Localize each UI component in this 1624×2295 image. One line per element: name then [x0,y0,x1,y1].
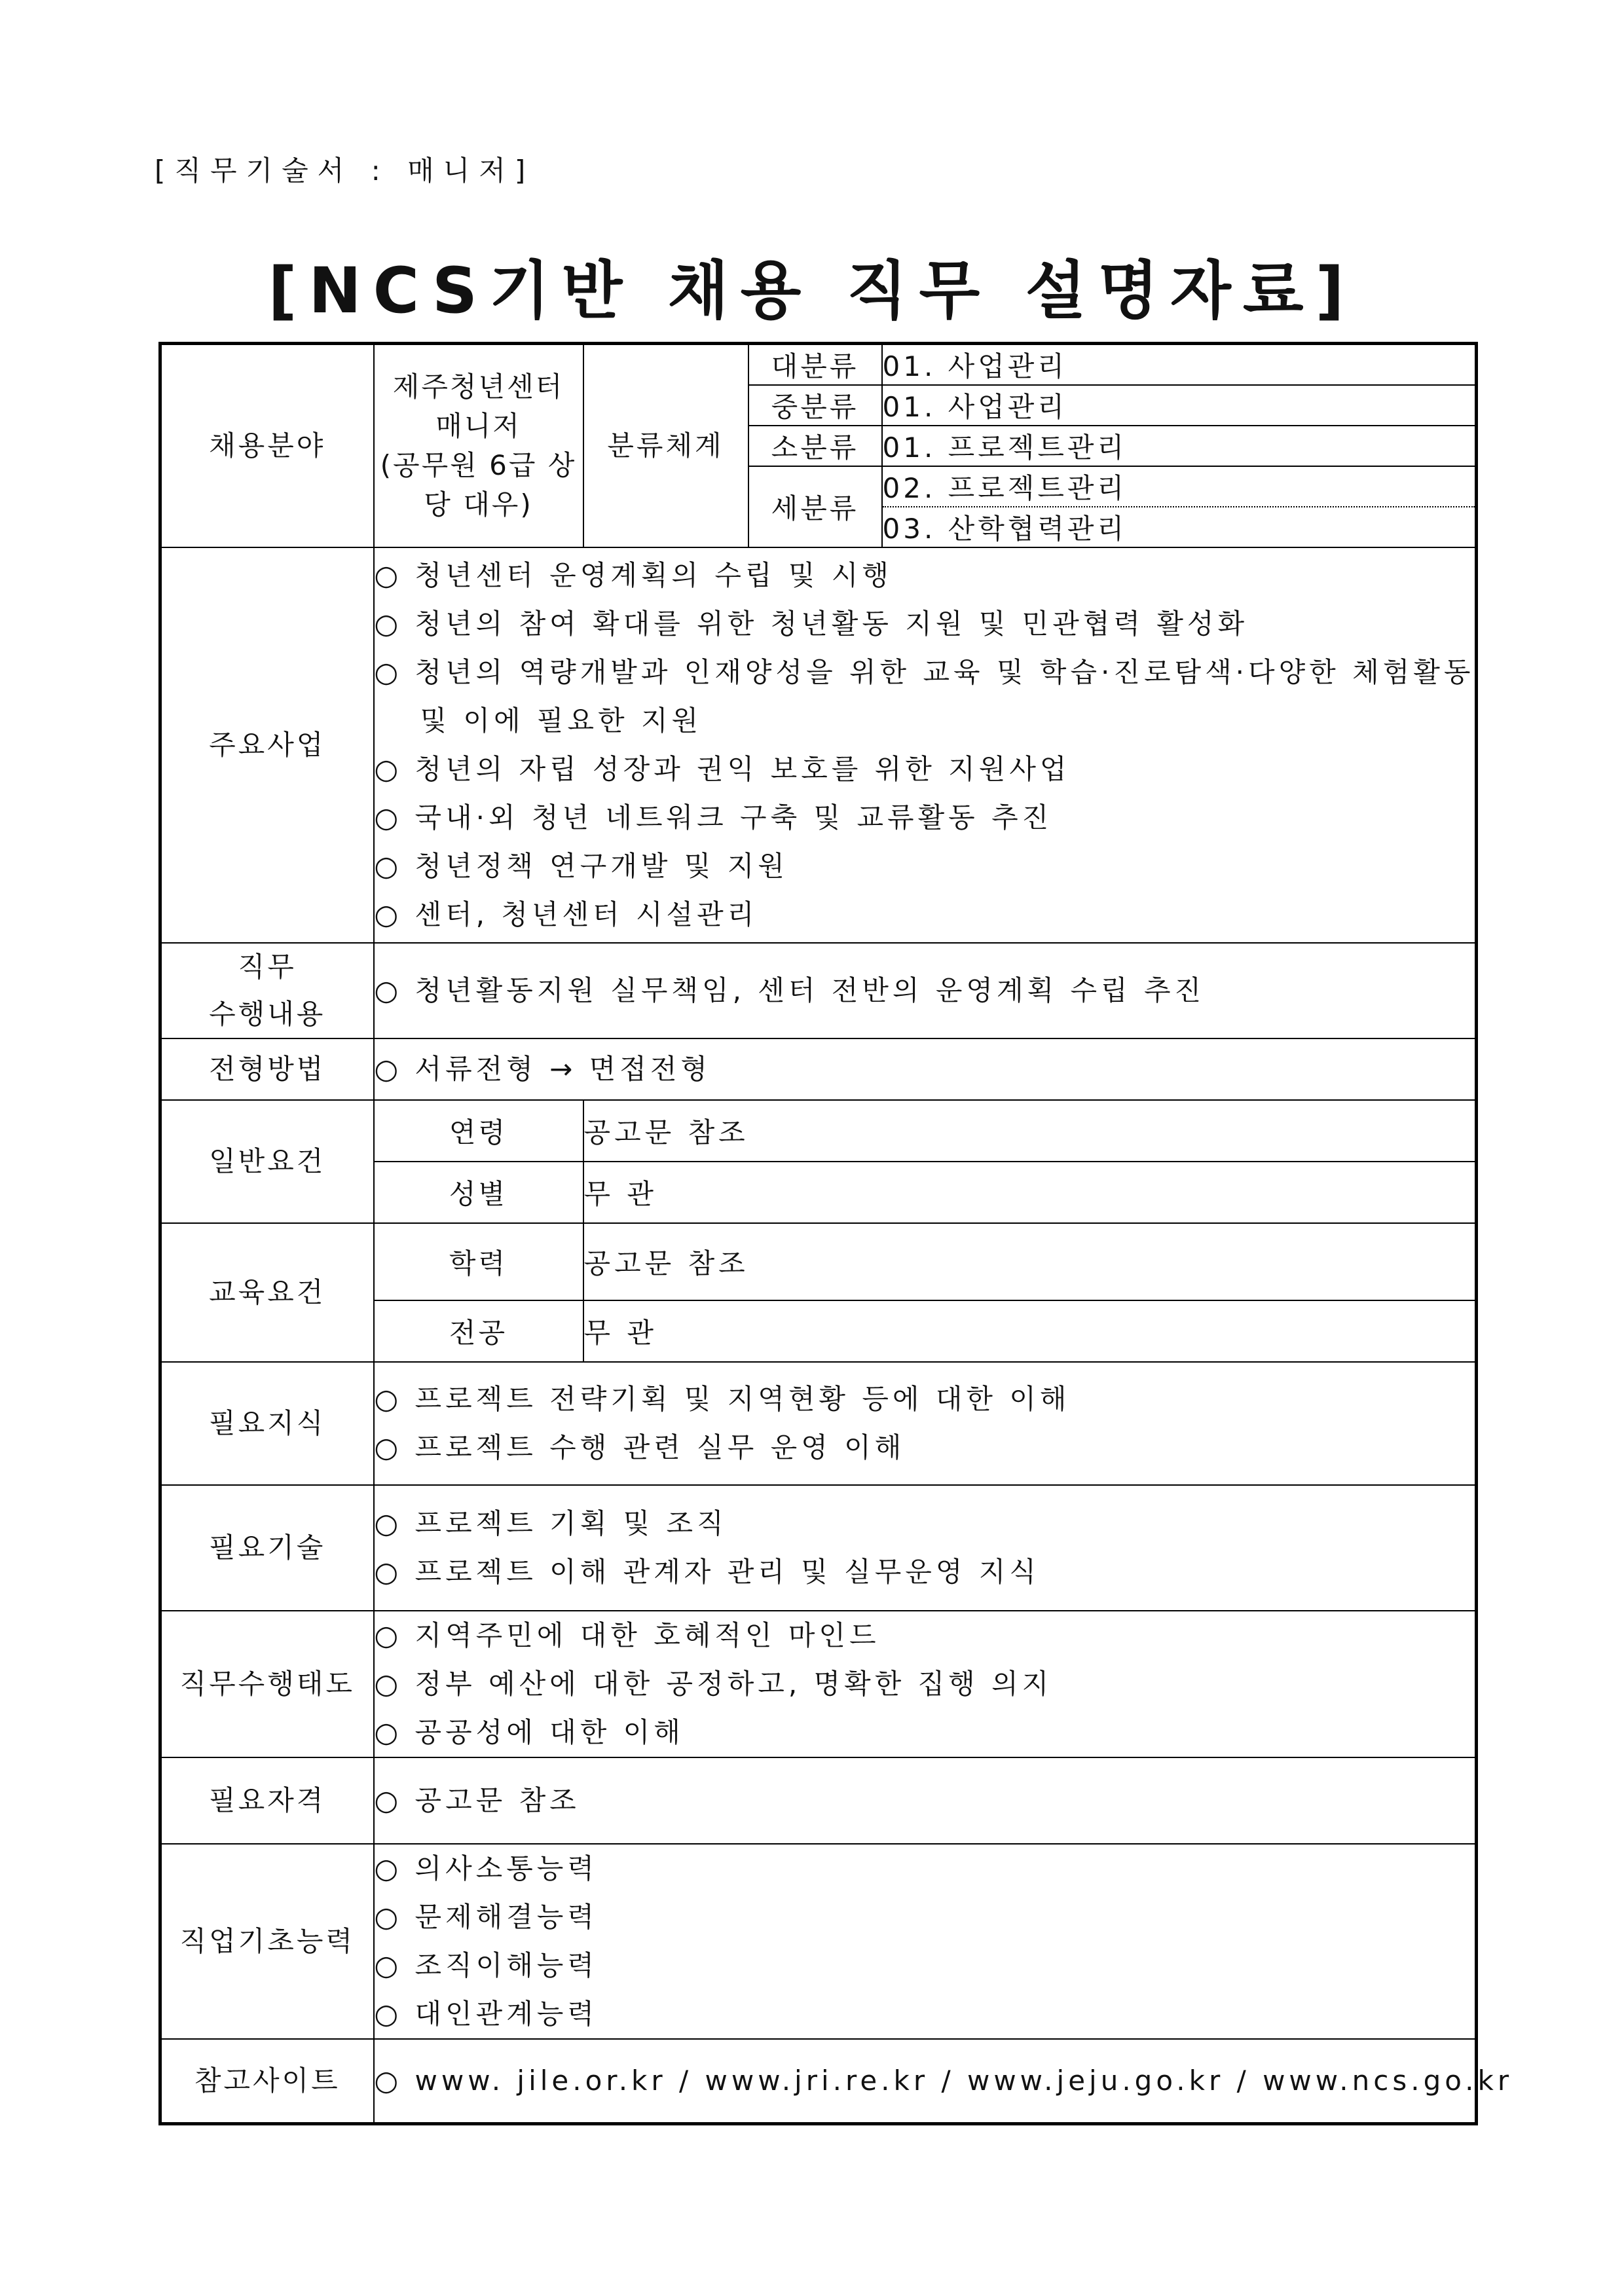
qualification-text: ○ 공고문 참조 [374,1784,580,1816]
selection-label: 전형방법 [160,1038,374,1100]
education-label: 학력 [374,1223,583,1300]
list-item: ○ 공공성에 대한 이해 [374,1716,684,1748]
qualification-content [374,1757,1477,1844]
class-middle-label: 중분류 [748,385,882,426]
list-item: ○ 프로젝트 이해 관계자 관리 및 실무운영 지식 [374,1556,1040,1588]
age-label: 연령 [374,1100,583,1162]
knowledge-content [374,1362,1477,1485]
list-item: ○ 청년의 자립 성장과 권익 보호를 위한 지원사업 [374,753,1071,785]
general-req-label: 일반요건 [160,1100,374,1223]
major-label: 전공 [374,1300,583,1362]
education-req-label: 교육요건 [160,1223,374,1362]
list-item: ○ 지역주민에 대한 호혜적인 마인드 [374,1619,880,1651]
list-item: ○ 정부 예산에 대한 공정하고, 명확한 집행 의지 [374,1668,1053,1700]
duties-label-line: 직무 [238,951,297,983]
classification-label: 분류체계 [583,344,748,548]
position-line: 매니저 [435,410,521,442]
list-item: 및 이에 필요한 지원 [420,705,703,737]
list-item: ○ 청년의 역량개발과 인재양성을 위한 교육 및 학습·진로탐색·다양한 체험활동 [374,656,1475,688]
class-minor-label: 소분류 [748,426,882,466]
reference-label: 참고사이트 [160,2039,374,2124]
main-business-content [374,547,1477,943]
list-item: ○ 청년정책 연구개발 및 지원 [374,850,788,882]
class-detail-value: 03. 산학협력관리 [882,507,1477,547]
recruit-field-label: 채용분야 [160,344,374,548]
document-title: [NCS기반 채용 직무 설명자료] [268,254,1356,327]
selection-content [374,1038,1477,1100]
class-major-value: 01. 사업관리 [882,344,1477,386]
class-minor-value: 01. 프로젝트관리 [882,426,1477,466]
position-line: 제주청년센터 [392,371,564,403]
document-tag: [직무기술서 : 매니저] [155,155,535,187]
list-item: ○ 대인관계능력 [374,1998,598,2030]
position-line: (공무원 6급 상당 대우) [380,449,577,521]
recruit-position [374,344,583,548]
reference-sites: ○ www. jile.or.kr / www.jri.re.kr / www.jeju.go.kr / www.ncs.go.kr [374,2065,1513,2097]
gender-value: 무 관 [583,1162,1477,1223]
list-item: ○ 프로젝트 전략기획 및 지역현황 등에 대한 이해 [374,1383,1071,1415]
age-value: 공고문 참조 [583,1100,1477,1162]
list-item: ○ 국내·외 청년 네트워크 구축 및 교류활동 추진 [374,801,1053,834]
list-item: ○ 의사소통능력 [374,1852,598,1884]
major-value: 무 관 [583,1300,1477,1362]
list-item: ○ 프로젝트 기획 및 조직 [374,1507,728,1539]
list-item: ○ 청년의 참여 확대를 위한 청년활동 지원 및 민관협력 활성화 [374,608,1249,640]
education-value: 공고문 참조 [583,1223,1477,1300]
list-item: ○ 청년센터 운영계획의 수립 및 시행 [374,559,893,591]
basic-ability-content [374,1844,1477,2039]
class-major-label: 대분류 [748,344,882,386]
skills-content [374,1485,1477,1611]
list-item: ○ 센터, 청년센터 시설관리 [374,898,758,930]
duties-label-line: 수행내용 [209,998,326,1030]
class-detail-value: 02. 프로젝트관리 [882,466,1477,507]
job-description-table [158,342,1513,2125]
class-detail-label: 세분류 [748,466,882,547]
list-item: ○ 프로젝트 수행 관련 실무 운영 이해 [374,1431,906,1463]
attitude-content [374,1611,1477,1757]
qualification-label: 필요자격 [160,1757,374,1844]
duties-label [160,943,374,1038]
selection-text: ○ 서류전형 → 면접전형 [374,1053,711,1085]
duties-text: ○ 청년활동지원 실무책임, 센터 전반의 운영계획 수립 추진 [374,974,1206,1006]
knowledge-label: 필요지식 [160,1362,374,1485]
gender-label: 성별 [374,1162,583,1223]
duties-content [374,943,1477,1038]
list-item: ○ 문제해결능력 [374,1901,598,1933]
basic-ability-label: 직업기초능력 [160,1844,374,2039]
class-middle-value: 01. 사업관리 [882,385,1477,426]
reference-content [374,2039,1513,2124]
list-item: ○ 조직이해능력 [374,1949,598,1981]
skills-label: 필요기술 [160,1485,374,1611]
main-business-label: 주요사업 [160,547,374,943]
attitude-label: 직무수행태도 [160,1611,374,1757]
